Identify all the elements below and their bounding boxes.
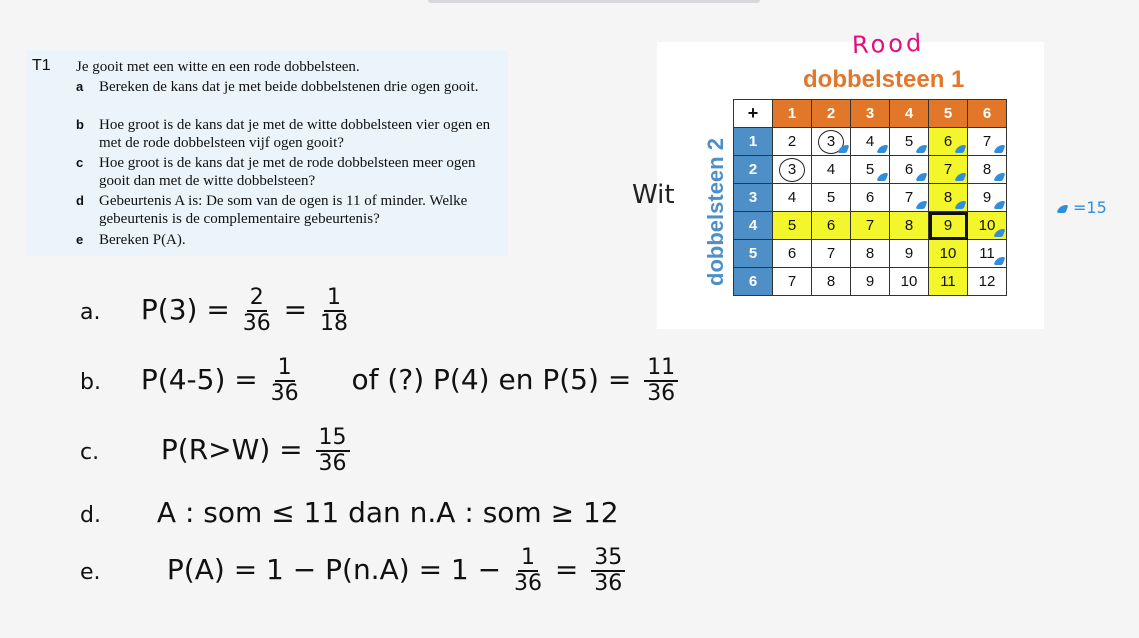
col-header: 6 <box>968 100 1007 128</box>
col-header: 5 <box>929 100 968 128</box>
table-cell: 7 <box>812 240 851 268</box>
exercise-id: T1 <box>32 57 51 74</box>
item-text: Hoe groot is de kans dat je met de rode dobbelsteen meer ogen gooit dan met de witte dobbelsteen? <box>99 155 476 189</box>
fraction: $\frac{15}{36}$ <box>316 426 350 476</box>
table-cell: 7 <box>773 268 812 296</box>
table-cell: 4 <box>851 128 890 156</box>
table-cell: 6 <box>929 128 968 156</box>
table-cell: 11 <box>968 240 1007 268</box>
table-cell-circled: 3 <box>812 128 851 156</box>
row-header: 6 <box>734 268 773 296</box>
table-cell: 6 <box>851 184 890 212</box>
legend-text: =15 <box>1073 198 1107 217</box>
answer-lhs: P(A) = 1 − P(n.A) = 1 − <box>166 553 502 586</box>
answer-lhs: P(R>W) = <box>160 433 303 466</box>
fraction: $\frac{35}{36}$ <box>591 546 625 596</box>
table-cell: 5 <box>851 156 890 184</box>
table-cell: 8 <box>812 268 851 296</box>
row-header: 4 <box>734 212 773 240</box>
table-cell: 6 <box>773 240 812 268</box>
table-cell: 4 <box>773 184 812 212</box>
fraction: $\frac{1}{36}$ <box>514 545 543 596</box>
row-header: 2 <box>734 156 773 184</box>
row-header: 5 <box>734 240 773 268</box>
col-header: 2 <box>812 100 851 128</box>
answer-d <box>80 496 619 529</box>
table-cell: 7 <box>851 212 890 240</box>
dice1-title: dobbelsteen 1 <box>803 66 965 93</box>
table-row <box>734 156 1007 184</box>
answer-c <box>80 426 354 476</box>
answer-label: c. <box>80 440 100 465</box>
top-bar <box>428 0 760 3</box>
answer-label: d. <box>80 503 101 528</box>
dice-sum-table <box>733 99 1007 296</box>
table-cell: 5 <box>812 184 851 212</box>
col-header: 4 <box>890 100 929 128</box>
fraction: $\frac{1}{18}$ <box>320 285 349 336</box>
row-header: 3 <box>734 184 773 212</box>
table-cell: 11 <box>929 268 968 296</box>
table-corner: + <box>734 100 773 128</box>
table-row <box>734 212 1007 240</box>
answer-b <box>80 356 682 406</box>
table-cell: 9 <box>890 240 929 268</box>
table-cell: 10 <box>968 212 1007 240</box>
table-cell-circled: 3 <box>773 156 812 184</box>
table-cell: 2 <box>773 128 812 156</box>
row-header: 1 <box>734 128 773 156</box>
table-cell: 9 <box>851 268 890 296</box>
fraction: $\frac{11}{36}$ <box>644 356 678 406</box>
table-cell: 6 <box>812 212 851 240</box>
col-header: 3 <box>851 100 890 128</box>
answer-label: e. <box>80 560 101 585</box>
item-letter: a <box>76 79 84 94</box>
fraction: $\frac{1}{36}$ <box>270 355 299 406</box>
table-cell: 7 <box>890 184 929 212</box>
table-cell: 7 <box>968 128 1007 156</box>
fraction: $\frac{2}{36}$ <box>242 285 271 336</box>
equals-sign: = <box>554 553 579 586</box>
item-letter: c <box>76 155 84 170</box>
table-cell: 9 <box>968 184 1007 212</box>
table-cell: 5 <box>773 212 812 240</box>
wit-annotation: Wit <box>632 180 675 210</box>
table-cell: 6 <box>890 156 929 184</box>
table-cell: 12 <box>968 268 1007 296</box>
table-cell: 10 <box>929 240 968 268</box>
rood-annotation: Rood <box>851 28 925 60</box>
table-cell: 8 <box>968 156 1007 184</box>
table-cell: 8 <box>851 240 890 268</box>
col-header: 1 <box>773 100 812 128</box>
table-row <box>734 268 1007 296</box>
mark-legend <box>1058 198 1107 217</box>
item-letter: d <box>76 193 84 208</box>
exercise-intro: Je gooit met een witte en een rode dobbelsteen. <box>76 59 360 75</box>
item-text: Bereken P(A). <box>99 232 186 248</box>
table-row <box>734 128 1007 156</box>
equals-sign: = <box>283 293 308 326</box>
table-cell-boxed: 9 <box>929 212 968 240</box>
exercise-box <box>26 50 508 256</box>
blue-mark-icon <box>1057 205 1069 213</box>
table-cell: 5 <box>890 128 929 156</box>
answer-middle: of (?) P(4) en P(5) = <box>351 363 632 396</box>
table-cell: 8 <box>929 184 968 212</box>
answer-lhs: P(4-5) = <box>140 363 258 396</box>
answer-a <box>80 286 352 336</box>
table-row <box>734 240 1007 268</box>
answer-label: a. <box>80 300 101 325</box>
answer-lhs: P(3) = <box>140 293 230 326</box>
dice2-title: dobbelsteen 2 <box>703 138 728 286</box>
answer-label: b. <box>80 370 101 395</box>
table-header-row <box>734 100 1007 128</box>
item-letter: e <box>76 232 84 247</box>
answer-text: A : som ≤ 11 dan n.A : som ≥ 12 <box>156 496 619 529</box>
table-cell: 8 <box>890 212 929 240</box>
item-text: Hoe groot is de kans dat je met de witte dobbelsteen vier ogen en met de rode dobbelsteen vijf ogen gooit? <box>99 117 491 151</box>
answer-e <box>80 546 629 596</box>
table-cell: 4 <box>812 156 851 184</box>
table-row <box>734 184 1007 212</box>
item-text: Gebeurtenis A is: De som van de ogen is 11 of minder. Welke gebeurtenis is de complementaire gebeurtenis? <box>99 193 468 227</box>
table-cell: 7 <box>929 156 968 184</box>
item-letter: b <box>76 117 84 132</box>
item-text: Bereken de kans dat je met beide dobbelstenen drie ogen gooit. <box>99 79 479 95</box>
table-cell: 10 <box>890 268 929 296</box>
